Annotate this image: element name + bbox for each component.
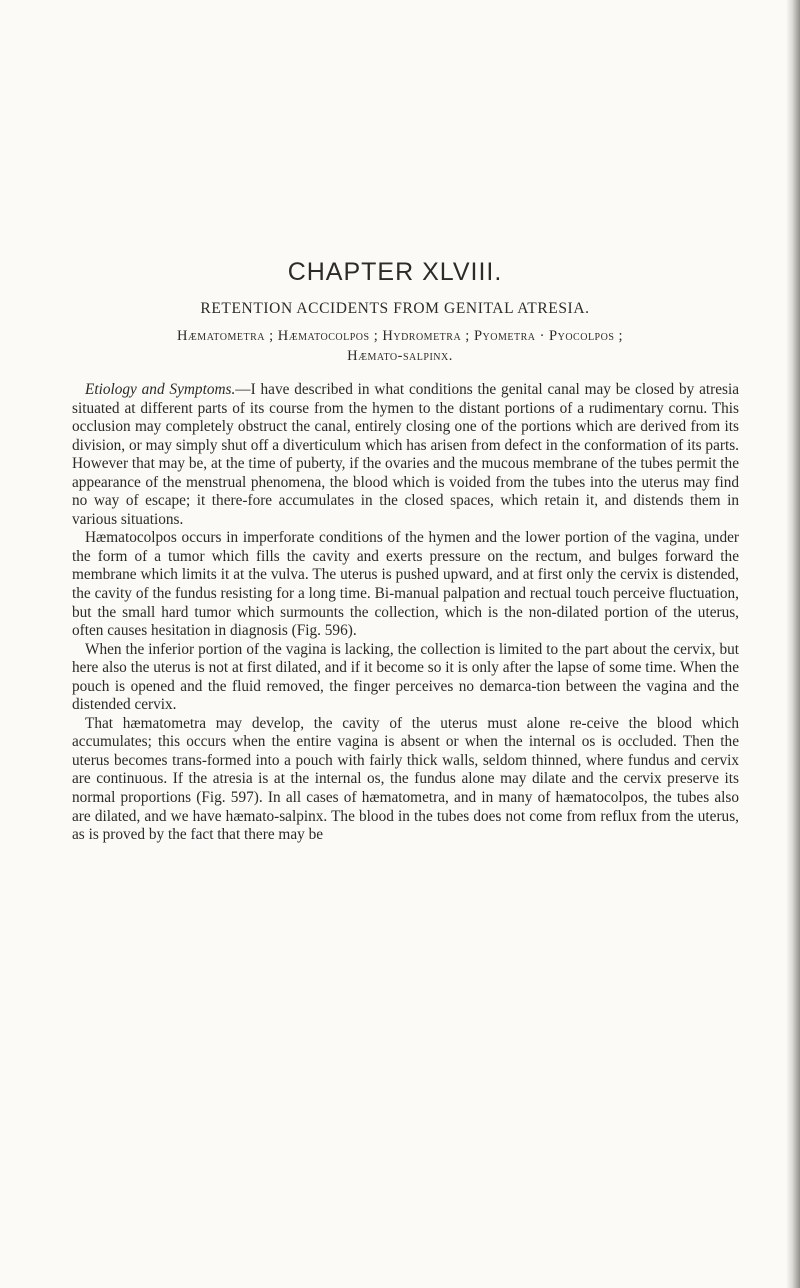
paragraph-haematometra: That hæmatometra may develop, the cavity of the uterus must alone re-ceive the blood which accumulates; this occurs when the entire vagina is absent or when the internal os is occluded. Then the uterus becomes trans-formed into a pouch with fairly thick walls, seldom thinned, where fundus and cervix are continuous. If the atresia is at the internal os, the fundus alone may dilate and the cervix preserve its normal proportions (Fig. 597). In all cases of hæmatometra, and in many of hæmatocolpos, the tubes also are dilated, and we have hæmato-salpinx. The blood in the tubes does not come from reflux from the uterus, as is proved by the fact that there may be (72, 714, 739, 844)
section-title: RETENTION ACCIDENTS FROM GENITAL ATRESIA. (200, 300, 590, 317)
subtitle-line-1: Hæmatometra ; Hæmatocolpos ; Hydrometra ; Pyometra · Pyocolpos ; (176, 328, 624, 344)
paragraph-haematocolpos: Hæmatocolpos occurs in imperforate conditions of the hymen and the lower portion of the vagina, under the form of a tumor which fills the cavity and exerts pressure on the rectum, and bulges forward the membrane which limits it at the vulva. The uterus is pushed upward, and at first only the cervix is distended, the cavity of the fundus resisting for a long time. Bi-manual palpation and rectual touch perceive fluctuation, but the small hard tumor which surmounts the collection, which is the non-dilated portion of the uterus, often causes hesitation in diagnosis (Fig. 596). (72, 529, 739, 640)
paragraph-etiology (72, 381, 739, 529)
chapter-title: CHAPTER XLVIII. (287, 258, 503, 286)
paragraph-text: —I have described in what conditions the genital canal may be closed by atresia situated at different parts of its course from the hymen to the distant portions of a rudimentary cornu. This occlusion may completely obstruct the canal, entirely closing one of the portions which are derived from its division, or may simply shut off a diverticulum which has arisen from defect in the conformation of its parts. However that may be, at the time of puberty, if the ovaries and the mucous membrane of the tubes permit the appearance of the menstrual phenomena, the blood which is voided from the tubes into the uterus may find no way of escape; it there-fore accumulates in the closed spaces, which retain it, and distends them in various situations. (72, 381, 739, 528)
paragraph-inferior-vagina: When the inferior portion of the vagina is lacking, the collection is limited to the part about the cervix, but here also the uterus is not at first dilated, and if it become so it is only after the lapse of some time. When the pouch is opened and the fluid removed, the finger perceives no demarca-tion between the vagina and the distended cervix. (72, 640, 739, 714)
section-subtitle (60, 326, 740, 366)
chapter-body (72, 381, 739, 845)
subtitle-line-2: Hæmato-salpinx. (347, 348, 453, 364)
page-edge-shadow (786, 0, 800, 1288)
paragraph-lead-heading: Etiology and Symptoms. (85, 381, 236, 398)
